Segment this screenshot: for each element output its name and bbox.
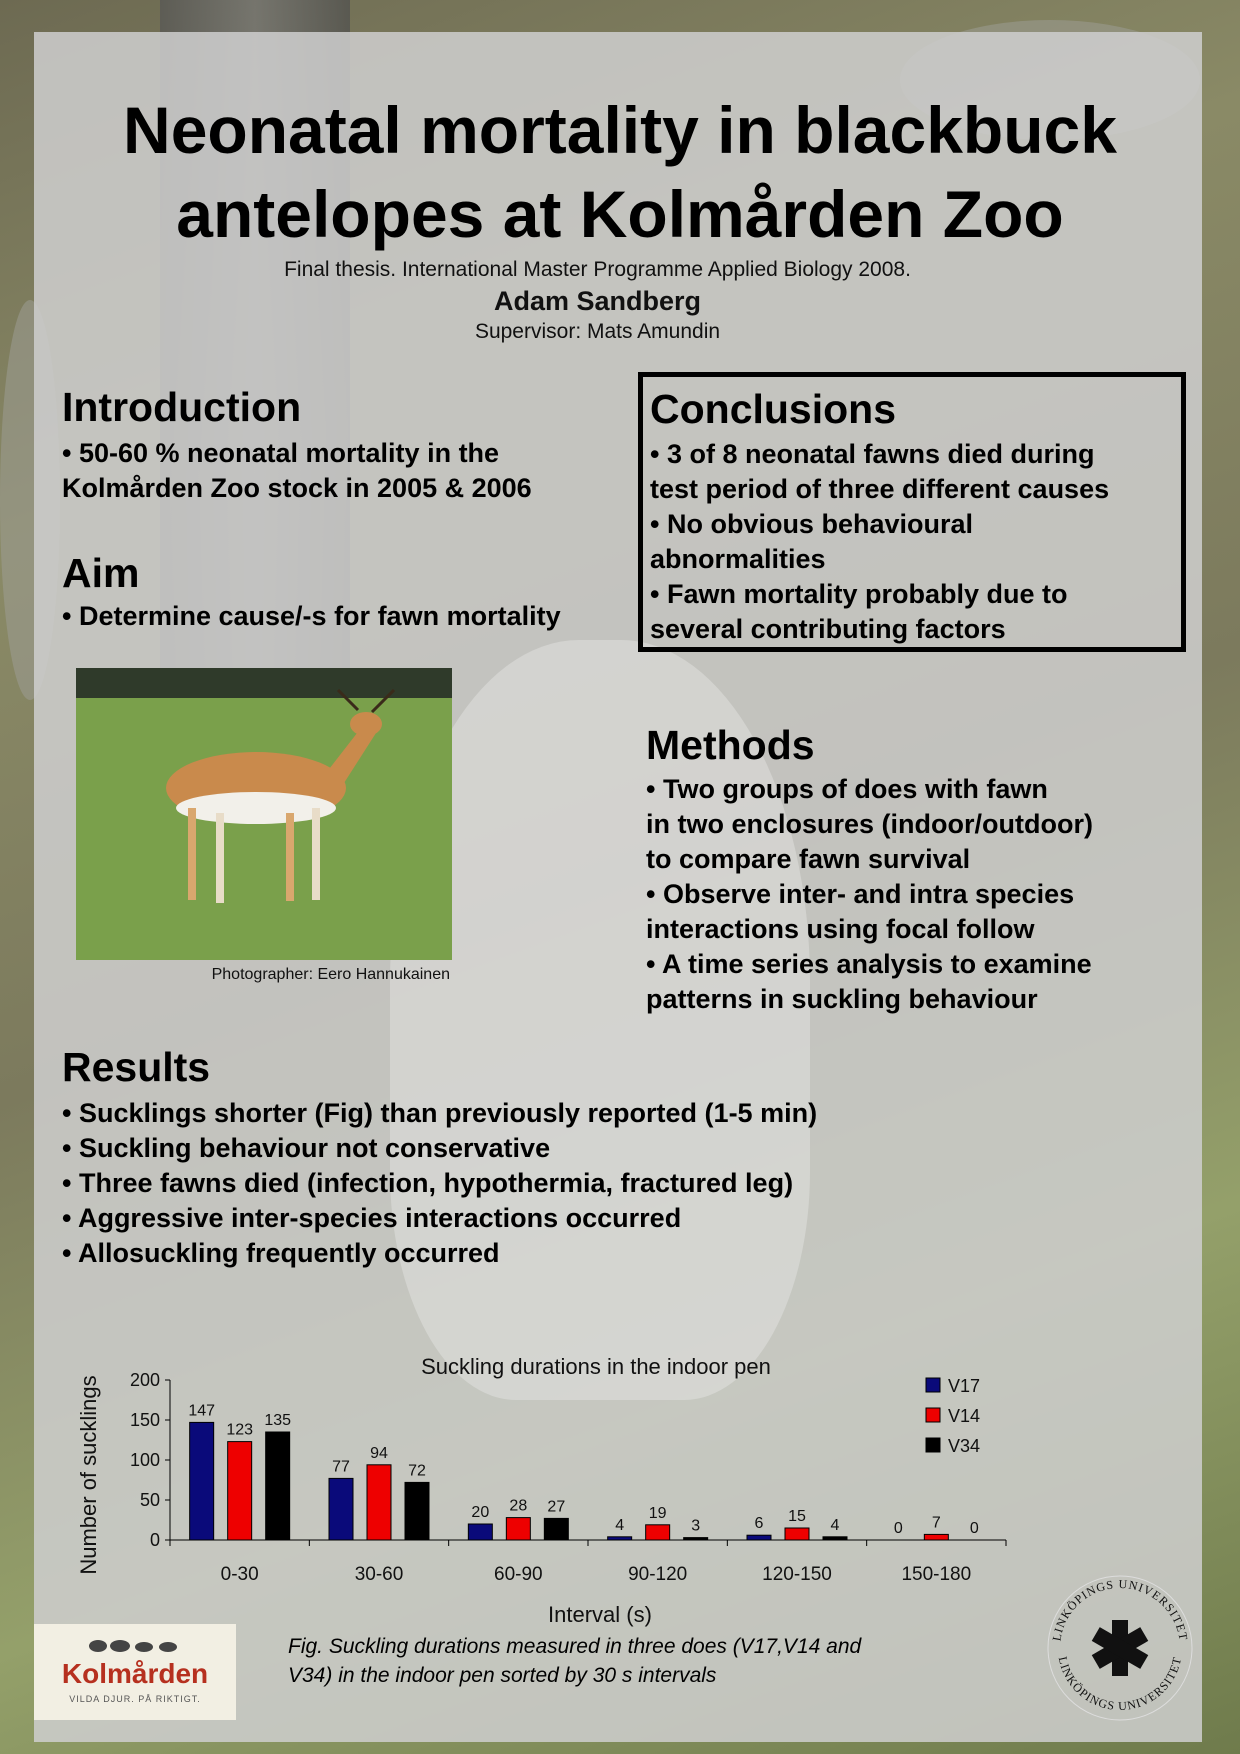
- conclusions-line: abnormalities: [650, 544, 826, 574]
- results-line: • Sucklings shorter (Fig) than previously reported (1-5 min): [62, 1098, 818, 1128]
- title-line-1: Neonatal mortality in blackbuck: [123, 93, 1117, 167]
- chart-y-tick-label: 100: [129, 1450, 160, 1470]
- methods-heading: Methods: [646, 722, 815, 768]
- chart-data-label: 77: [332, 1458, 350, 1476]
- blackbuck-photo: [76, 668, 452, 960]
- results-line: • Suckling behaviour not conservative: [62, 1133, 551, 1163]
- chart-data-label: 4: [830, 1516, 840, 1534]
- animal-silhouettes-icon: [86, 1634, 186, 1654]
- chart-x-tick-label: 150-180: [901, 1564, 972, 1585]
- methods-line: • Two groups of does with fawn: [646, 774, 1048, 804]
- results-heading: Results: [62, 1044, 211, 1090]
- liu-ring-text-bottom: LINKÖPINGS UNIVERSITET: [1055, 1655, 1185, 1714]
- chart-data-label: 4: [615, 1516, 625, 1534]
- chart-bar-v34: [266, 1432, 290, 1540]
- aim-heading: Aim: [62, 550, 140, 596]
- chart-data-label: 15: [788, 1508, 806, 1525]
- methods-list: [646, 772, 1093, 1017]
- kolmarden-logo: [34, 1624, 236, 1720]
- chart-data-label: 7: [931, 1514, 941, 1532]
- chart-x-axis-label: Interval (s): [548, 1602, 652, 1627]
- conclusions-list: [650, 437, 1109, 647]
- chart-x-tick-label: 120-150: [762, 1564, 832, 1585]
- aim-line: • Determine cause/-s for fawn mortality: [62, 601, 561, 631]
- results-line: • Allosuckling frequently occurred: [62, 1238, 500, 1268]
- chart-data-label: 147: [188, 1402, 216, 1420]
- chart-data-label: 6: [754, 1515, 764, 1533]
- chart-bar-v14: [785, 1528, 809, 1540]
- author-name: Adam Sandberg: [493, 286, 702, 316]
- aim-list: [62, 599, 561, 634]
- photo-caption: Photographer: Eero Hannukainen: [211, 966, 450, 983]
- chart-data-label: 0: [893, 1520, 903, 1537]
- kolmarden-logo-tagline: VILDA DJUR. PÅ RIKTIGT.: [69, 1694, 201, 1704]
- results-list: [62, 1096, 817, 1271]
- chart-title: Suckling durations in the indoor pen: [421, 1354, 771, 1379]
- introduction-list: [62, 436, 532, 506]
- chart-data-label: 19: [648, 1504, 667, 1522]
- thesis-line: Final thesis. International Master Programme Applied Biology 2008.: [284, 258, 911, 281]
- blackbuck-illustration: [76, 668, 452, 960]
- conclusions-line: • No obvious behavioural: [650, 509, 973, 539]
- chart-y-tick-label: 200: [129, 1370, 160, 1390]
- methods-line: interactions using focal follow: [646, 914, 1035, 944]
- methods-line: patterns in suckling behaviour: [646, 984, 1038, 1014]
- liu-ring-text-top: LINKÖPINGS UNIVERSITET: [1049, 1576, 1191, 1643]
- chart-data-label: 72: [408, 1462, 426, 1480]
- introduction-heading: Introduction: [62, 384, 302, 430]
- chart-legend-swatch-v34: [926, 1438, 940, 1452]
- chart-bar-v17: [190, 1422, 214, 1540]
- poster-title: [0, 88, 1240, 256]
- chart-x-tick-label: 90-120: [628, 1564, 688, 1585]
- chart-legend-label: V14: [948, 1406, 981, 1426]
- chart-y-tick-label: 150: [129, 1410, 160, 1430]
- chart-legend-label: V34: [948, 1436, 981, 1456]
- conclusions-heading: Conclusions: [650, 386, 897, 432]
- chart-bar-v17: [329, 1478, 353, 1540]
- chart-x-tick-label: 60-90: [494, 1564, 543, 1585]
- chart-bar-v17: [608, 1537, 632, 1540]
- chart-legend-swatch-v14: [926, 1408, 940, 1422]
- introduction-line: Kolmården Zoo stock in 2005 & 2006: [62, 473, 532, 503]
- methods-line: • Observe inter- and intra species: [646, 879, 1075, 909]
- chart-bar-v34: [405, 1482, 429, 1540]
- chart-bar-v14: [506, 1518, 530, 1540]
- supervisor-line: Supervisor: Mats Amundin: [474, 320, 721, 343]
- results-line: • Three fawns died (infection, hypothermia, fractured leg): [62, 1168, 794, 1198]
- methods-line: • A time series analysis to examine: [646, 949, 1092, 979]
- chart-data-label: 20: [471, 1504, 490, 1521]
- chart-bar-v34: [684, 1538, 708, 1540]
- chart-x-tick-label: 30-60: [354, 1564, 404, 1585]
- chart-bar-v14: [924, 1534, 948, 1540]
- chart-bar-v34: [544, 1518, 568, 1540]
- chart-bar-v14: [367, 1465, 391, 1540]
- chart-bar-v34: [823, 1537, 847, 1540]
- results-line: • Aggressive inter-species interactions occurred: [62, 1203, 682, 1233]
- chart-bar-v14: [228, 1442, 252, 1540]
- conclusions-line: • Fawn mortality probably due to: [650, 579, 1068, 609]
- figure-caption-line: V34) in the indoor pen sorted by 30 s intervals: [288, 1664, 717, 1687]
- title-line-2: antelopes at Kolmården Zoo: [176, 177, 1064, 251]
- chart-data-label: 28: [509, 1497, 528, 1515]
- figure-caption-line: Fig. Suckling durations measured in three does (V17,V14 and: [288, 1635, 862, 1658]
- methods-line: to compare fawn survival: [646, 844, 971, 874]
- conclusions-line: test period of three different causes: [650, 474, 1110, 504]
- suckling-duration-chart: [70, 1330, 1030, 1630]
- conclusions-line: • 3 of 8 neonatal fawns died during: [650, 439, 1095, 469]
- chart-y-tick-label: 0: [149, 1530, 160, 1550]
- chart-x-tick-label: 0-30: [220, 1564, 259, 1585]
- chart-bar-v17: [747, 1535, 771, 1540]
- methods-line: in two enclosures (indoor/outdoor): [646, 809, 1093, 839]
- chart-legend-swatch-v17: [926, 1378, 940, 1392]
- chart-y-axis-label: Number of sucklings: [76, 1375, 101, 1575]
- kolmarden-logo-text: Kolmården: [61, 1658, 209, 1689]
- liu-emblem-icon: [1092, 1620, 1148, 1676]
- chart-data-label: 123: [226, 1421, 254, 1439]
- chart-data-label: 94: [370, 1444, 388, 1462]
- chart-y-tick-label: 50: [139, 1490, 160, 1510]
- chart-data-label: 3: [691, 1517, 701, 1535]
- chart-data-label: 135: [264, 1412, 292, 1429]
- chart-data-label: 27: [547, 1498, 566, 1516]
- chart-legend-label: V17: [948, 1376, 981, 1396]
- introduction-line: • 50-60 % neonatal mortality in the: [62, 438, 500, 468]
- linkoping-university-logo: [1040, 1568, 1200, 1728]
- figure-caption: [288, 1632, 988, 1690]
- chart-data-label: 0: [969, 1520, 979, 1537]
- chart-bar-v17: [468, 1524, 492, 1540]
- chart-bar-v14: [646, 1525, 670, 1540]
- conclusions-line: several contributing factors: [650, 614, 1006, 644]
